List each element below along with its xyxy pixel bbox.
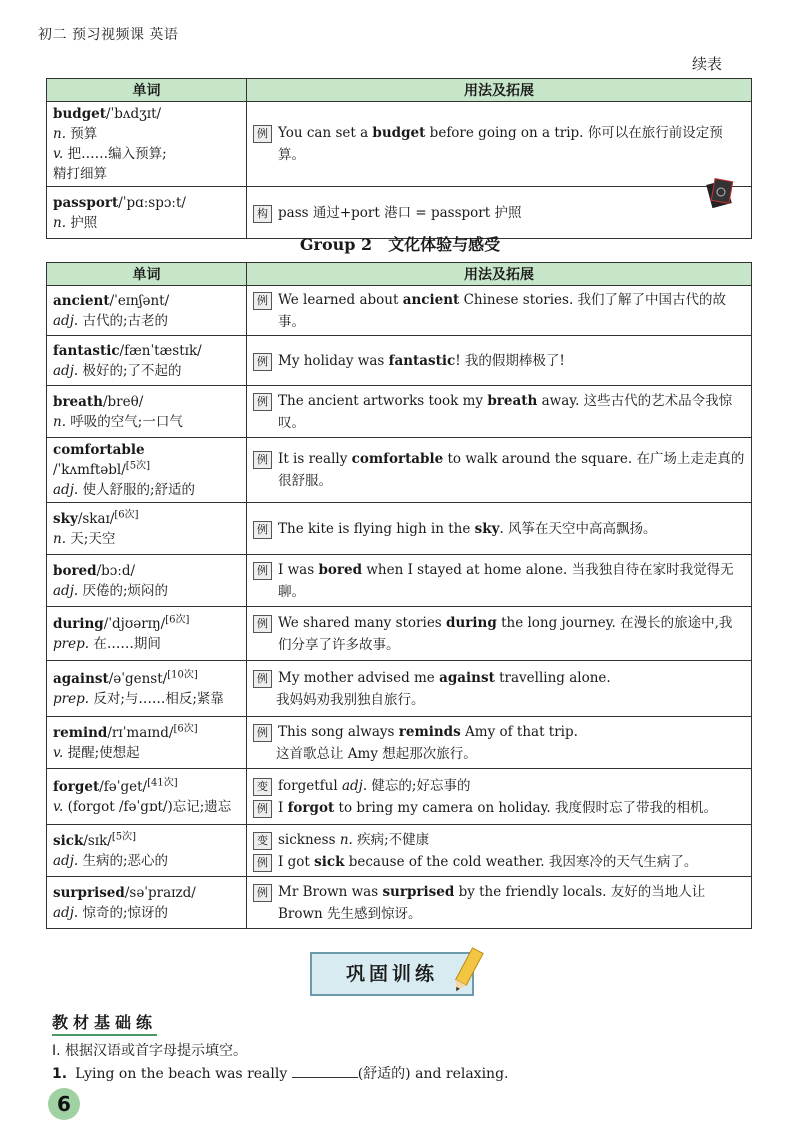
part-of-speech: prep.	[53, 690, 90, 707]
headword: breath	[53, 393, 103, 410]
usage-tag-icon: 例	[253, 353, 272, 371]
word-line	[53, 777, 240, 797]
vocab-row	[47, 503, 752, 555]
headword: during	[53, 615, 104, 632]
keyword: surprised	[382, 883, 455, 900]
word-cell	[47, 877, 247, 929]
text-segment: 健忘的;好忘事的	[367, 777, 471, 794]
text-segment: My holiday was	[278, 352, 389, 369]
usage-tag-icon: 例	[253, 884, 272, 902]
usage-text	[278, 612, 745, 656]
usage-tag-icon: 变	[253, 832, 272, 850]
page-number: 6	[48, 1088, 80, 1120]
usage-tag-icon	[253, 692, 270, 708]
usage-line	[253, 559, 745, 603]
text-segment: n.	[339, 831, 353, 848]
word-cell	[47, 503, 247, 555]
headword: surprised	[53, 884, 125, 901]
usage-tag-icon: 例	[253, 125, 272, 143]
text-segment: because of the cold weather. 我因寒冷的天气生病了。	[344, 853, 698, 870]
usage-text	[278, 881, 745, 925]
meaning-line	[53, 164, 240, 184]
meaning-line	[53, 851, 240, 871]
headword: against	[53, 670, 109, 687]
usage-cell	[247, 555, 752, 607]
text-segment: when I stayed at home alone. 当我独自待在家时我觉得无聊。	[278, 561, 734, 600]
word-line	[53, 614, 240, 634]
usage-tag-icon: 例	[253, 521, 272, 539]
usage-line	[253, 612, 745, 656]
usage-text	[278, 559, 745, 603]
question-hint: (舒适的)	[357, 1066, 411, 1082]
phonetic: /ˈdjʊərɪŋ/	[103, 615, 166, 632]
vocab-row	[47, 607, 752, 661]
frequency-badge: [6次]	[114, 509, 139, 520]
question-number: 1.	[52, 1066, 68, 1082]
meaning-line	[53, 412, 240, 432]
vocab-row	[47, 102, 752, 187]
part-of-speech: adj.	[53, 362, 79, 379]
text-segment: forgetful	[278, 777, 342, 794]
headword: forget	[53, 778, 100, 795]
text-segment: the long journey. 在漫长的旅途中,我们分享了许多故事。	[278, 614, 733, 653]
meaning-line	[53, 480, 240, 500]
meaning-line	[53, 311, 240, 331]
frequency-badge: [5次]	[125, 460, 150, 472]
usage-line	[253, 518, 745, 540]
part-of-speech: adj.	[53, 852, 79, 869]
table1-header-usage: 用法及拓展	[247, 79, 752, 102]
vocab-row	[47, 717, 752, 769]
question-text-before: Lying on the beach was really	[75, 1066, 292, 1082]
word-cell	[47, 717, 247, 769]
meaning: 天;天空	[70, 530, 116, 547]
usage-text	[278, 775, 470, 797]
phonetic: /fænˈtæstɪk/	[119, 342, 202, 359]
phonetic: /fəˈget/	[99, 778, 148, 795]
text-segment: You can set a	[278, 125, 373, 141]
vocab-row	[47, 336, 752, 386]
text-segment: The kite is flying high in the	[278, 520, 475, 537]
text-segment: I	[278, 799, 288, 816]
meaning: 极好的;了不起的	[82, 362, 182, 379]
usage-line	[253, 448, 745, 492]
phonetic: /əˈgenst/	[108, 670, 168, 687]
usage-text	[278, 202, 521, 224]
text-segment: My mother advised me	[278, 669, 440, 686]
meaning-line	[53, 689, 240, 709]
part-of-speech: adj.	[53, 582, 79, 599]
vocab-row	[47, 877, 752, 929]
word-line	[53, 193, 240, 213]
meaning: 精打细算	[53, 166, 107, 182]
headword: budget	[53, 106, 106, 122]
word-cell	[47, 187, 247, 239]
usage-text	[278, 851, 697, 873]
usage-cell	[247, 877, 752, 929]
text-segment: We shared many stories	[278, 614, 447, 631]
usage-cell	[247, 503, 752, 555]
part-of-speech: adj.	[53, 312, 79, 329]
usage-cell	[247, 438, 752, 503]
frequency-count: 6次	[118, 509, 135, 520]
vocab-row	[47, 386, 752, 438]
phonetic: /skaɪ/	[77, 510, 115, 527]
word-line	[53, 669, 240, 689]
text-segment: . 风筝在天空中高高飘扬。	[499, 520, 657, 537]
usage-cell	[247, 336, 752, 386]
text-segment: ! 我的假期棒极了!	[455, 352, 565, 369]
word-line	[53, 291, 240, 311]
keyword: ancient	[402, 291, 460, 308]
text-segment: 我妈妈劝我别独自旅行。	[276, 691, 425, 708]
word-cell	[47, 769, 247, 825]
table1-header-word: 单词	[47, 79, 247, 102]
word-cell	[47, 336, 247, 386]
meaning-line	[53, 797, 240, 817]
frequency-badge: [41次]	[147, 777, 178, 788]
vocab-table-2	[46, 262, 752, 929]
book-series-title: 初二 预习视频课 英语	[38, 27, 179, 43]
text-segment: We learned about	[278, 291, 403, 308]
word-line	[53, 341, 240, 361]
frequency-count: 41次	[150, 777, 174, 788]
text-segment: before going on a trip. 你可以在旅行前设定预算。	[278, 125, 723, 163]
word-cell	[47, 438, 247, 503]
usage-tag-icon: 变	[253, 778, 272, 796]
text-segment: Chinese stories. 我们了解了中国古代的故事。	[278, 291, 727, 330]
keyword: against	[439, 669, 495, 686]
phonetic: /rɪˈmaɪnd/	[107, 724, 174, 741]
phonetic: /ˈbʌdʒɪt/	[105, 106, 162, 122]
meaning: 护照	[70, 214, 98, 231]
text-segment: 这首歌总让 Amy 想起那次旅行。	[276, 745, 477, 762]
part-of-speech: n.	[53, 413, 66, 430]
part-of-speech: prep.	[53, 635, 90, 652]
meaning: (forgot /fəˈgɒt/)忘记;遗忘	[67, 798, 232, 815]
meaning-line	[53, 213, 240, 233]
phonetic-line	[53, 460, 240, 480]
meaning: 反对;与……相反;紧靠	[93, 690, 224, 707]
text-segment: 疾病;不健康	[352, 831, 430, 848]
word-line	[53, 509, 240, 529]
vocab-row	[47, 555, 752, 607]
table2-header-word: 单词	[47, 263, 247, 286]
usage-line	[253, 390, 745, 434]
text-segment: I got	[278, 853, 315, 870]
consolidation-banner: 巩固训练	[310, 952, 474, 996]
headword: remind	[53, 724, 108, 741]
section-title: 教材基础练	[52, 1010, 157, 1036]
text-segment: sickness	[278, 831, 340, 848]
frequency-badge: [6次]	[173, 723, 198, 734]
passport-icon	[705, 178, 735, 208]
usage-line	[253, 721, 745, 743]
word-cell	[47, 102, 247, 187]
meaning-line	[53, 529, 240, 549]
keyword: reminds	[398, 723, 461, 740]
meaning-line	[53, 581, 240, 601]
part-of-speech: adj.	[53, 482, 79, 498]
usage-cell	[247, 386, 752, 438]
keyword: bored	[318, 561, 363, 578]
usage-tag-icon: 例	[253, 451, 272, 469]
keyword: forgot	[287, 799, 335, 816]
keyword: budget	[372, 125, 426, 141]
usage-text	[276, 743, 477, 765]
vocab-row	[47, 769, 752, 825]
word-line	[53, 723, 240, 743]
word-cell	[47, 661, 247, 717]
part-of-speech: n.	[53, 530, 66, 547]
frequency-badge: [10次]	[167, 669, 198, 680]
usage-tag-icon: 例	[253, 854, 272, 872]
phonetic: /ˈeɪnʃənt/	[109, 292, 170, 309]
usage-text	[278, 518, 657, 540]
word-line	[53, 831, 240, 851]
word-line	[53, 440, 240, 460]
meaning-line	[53, 903, 240, 923]
text-segment: This song always	[278, 723, 399, 740]
text-segment: to bring my camera on holiday. 我度假时忘了带我的相机。	[334, 799, 717, 816]
meaning: 在……期间	[93, 635, 161, 652]
text-segment: The ancient artworks took my	[278, 392, 488, 409]
usage-cell	[247, 717, 752, 769]
text-segment: Mr Brown was	[278, 883, 383, 900]
usage-text	[278, 122, 745, 166]
usage-cell	[247, 825, 752, 877]
keyword: sick	[314, 853, 345, 870]
usage-tag-icon: 例	[253, 393, 272, 411]
meaning: 提醒;使想起	[67, 744, 140, 761]
usage-text	[278, 448, 745, 492]
text-segment: pass 通过+port 港口 = passport 护照	[278, 204, 522, 221]
frequency-count: 6次	[169, 614, 186, 625]
usage-text	[278, 667, 611, 689]
part-of-speech: n.	[53, 126, 66, 142]
frequency-count: 6次	[177, 723, 194, 734]
meaning: 厌倦的;烦闷的	[82, 582, 169, 599]
meaning: 呼吸的空气;一口气	[70, 413, 183, 430]
word-cell	[47, 825, 247, 877]
headword: bored	[53, 562, 97, 579]
section-instruction: Ⅰ. 根据汉语或首字母提示填空。	[52, 1043, 248, 1059]
frequency-badge: [6次]	[165, 614, 190, 625]
headword: fantastic	[53, 342, 120, 359]
vocab-row	[47, 286, 752, 336]
usage-text	[278, 390, 745, 434]
part-of-speech: v.	[53, 146, 64, 162]
word-line	[53, 883, 240, 903]
vocab-row	[47, 825, 752, 877]
usage-text	[278, 797, 717, 819]
word-cell	[47, 555, 247, 607]
usage-line	[253, 667, 745, 689]
part-of-speech: adj.	[53, 904, 79, 921]
phonetic: /səˈpraɪzd/	[124, 884, 196, 901]
meaning: 生病的;恶心的	[82, 852, 169, 869]
usage-line	[253, 122, 745, 166]
phonetic: /ˈkʌmftəbl/	[53, 462, 126, 478]
usage-line	[253, 202, 745, 224]
part-of-speech: v.	[53, 744, 64, 761]
meaning-line	[53, 144, 240, 164]
keyword: comfortable	[351, 451, 444, 467]
word-cell	[47, 607, 247, 661]
meaning-line	[53, 361, 240, 381]
phonetic: /sɪk/	[83, 832, 112, 849]
vocab-table-1	[46, 78, 752, 239]
keyword: breath	[487, 392, 538, 409]
headword: sky	[53, 510, 78, 527]
meaning: 古代的;古老的	[82, 312, 169, 329]
usage-cell	[247, 607, 752, 661]
text-segment: Amy of that trip.	[460, 723, 578, 740]
usage-tag-icon: 例	[253, 800, 272, 818]
word-line	[53, 392, 240, 412]
frequency-count: 5次	[129, 460, 147, 472]
word-line	[53, 104, 240, 124]
vocab-row	[47, 438, 752, 503]
frequency-count: 10次	[171, 669, 194, 680]
meaning-line	[53, 743, 240, 763]
frequency-badge: [5次]	[111, 831, 137, 842]
vocab-row	[47, 187, 752, 239]
headword: passport	[53, 194, 119, 211]
group-title: Group 2 文化体验与感受	[299, 235, 501, 254]
text-segment: travelling alone.	[494, 669, 611, 686]
question-1	[52, 1063, 509, 1083]
text-segment: adj.	[341, 777, 368, 794]
usage-tag-icon: 例	[253, 670, 272, 688]
usage-text	[278, 289, 745, 333]
usage-line	[253, 829, 745, 851]
meaning: 惊奇的;惊讶的	[82, 904, 169, 921]
text-segment: by the friendly locals. 友好的当地人让 Brown 先生感到惊讶。	[278, 883, 706, 922]
usage-cell	[247, 286, 752, 336]
keyword: fantastic	[388, 352, 456, 369]
usage-text	[278, 350, 565, 372]
table2-header-usage: 用法及拓展	[247, 263, 752, 286]
word-cell	[47, 286, 247, 336]
usage-line	[253, 289, 745, 333]
usage-line	[253, 797, 745, 819]
meaning: 把……编入预算;	[67, 146, 167, 162]
usage-cell	[247, 661, 752, 717]
keyword: during	[446, 614, 497, 631]
part-of-speech: v.	[53, 798, 64, 815]
usage-line	[253, 743, 745, 765]
usage-text	[276, 689, 425, 711]
headword: ancient	[53, 292, 110, 309]
usage-tag-icon: 例	[253, 562, 272, 580]
meaning-line	[53, 634, 240, 654]
usage-line	[253, 881, 745, 925]
keyword: sky	[474, 520, 500, 537]
headword: comfortable	[53, 442, 145, 458]
usage-text	[278, 829, 429, 851]
continued-label: 续表	[691, 55, 722, 73]
part-of-speech: n.	[53, 214, 66, 231]
usage-cell	[247, 187, 752, 239]
text-segment: I was	[278, 561, 319, 578]
answer-blank[interactable]	[292, 1063, 358, 1078]
phonetic: /bɔːd/	[96, 562, 136, 579]
usage-line	[253, 775, 745, 797]
usage-tag-icon: 例	[253, 292, 272, 310]
meaning-line	[53, 124, 240, 144]
usage-tag-icon	[253, 746, 270, 762]
usage-text	[278, 721, 578, 743]
question-text-after: and relaxing.	[410, 1066, 509, 1082]
usage-line	[253, 689, 745, 711]
text-segment: away. 这些古代的艺术品令我惊叹。	[278, 392, 733, 431]
meaning: 使人舒服的;舒适的	[82, 482, 196, 498]
text-segment: to walk around the square. 在广场上走走真的很舒服。	[278, 451, 745, 489]
word-cell	[47, 386, 247, 438]
phonetic: /ˈpɑːspɔːt/	[118, 194, 186, 211]
usage-line	[253, 350, 745, 372]
text-segment: It is really	[278, 451, 352, 467]
usage-cell	[247, 102, 752, 187]
usage-line	[253, 851, 745, 873]
word-line	[53, 561, 240, 581]
usage-tag-icon: 构	[253, 205, 272, 223]
usage-tag-icon: 例	[253, 724, 272, 742]
usage-tag-icon: 例	[253, 615, 272, 633]
vocab-row	[47, 661, 752, 717]
frequency-count: 5次	[115, 831, 133, 842]
usage-cell	[247, 769, 752, 825]
meaning: 预算	[70, 126, 98, 142]
headword: sick	[53, 832, 84, 849]
phonetic: /breθ/	[102, 393, 144, 410]
